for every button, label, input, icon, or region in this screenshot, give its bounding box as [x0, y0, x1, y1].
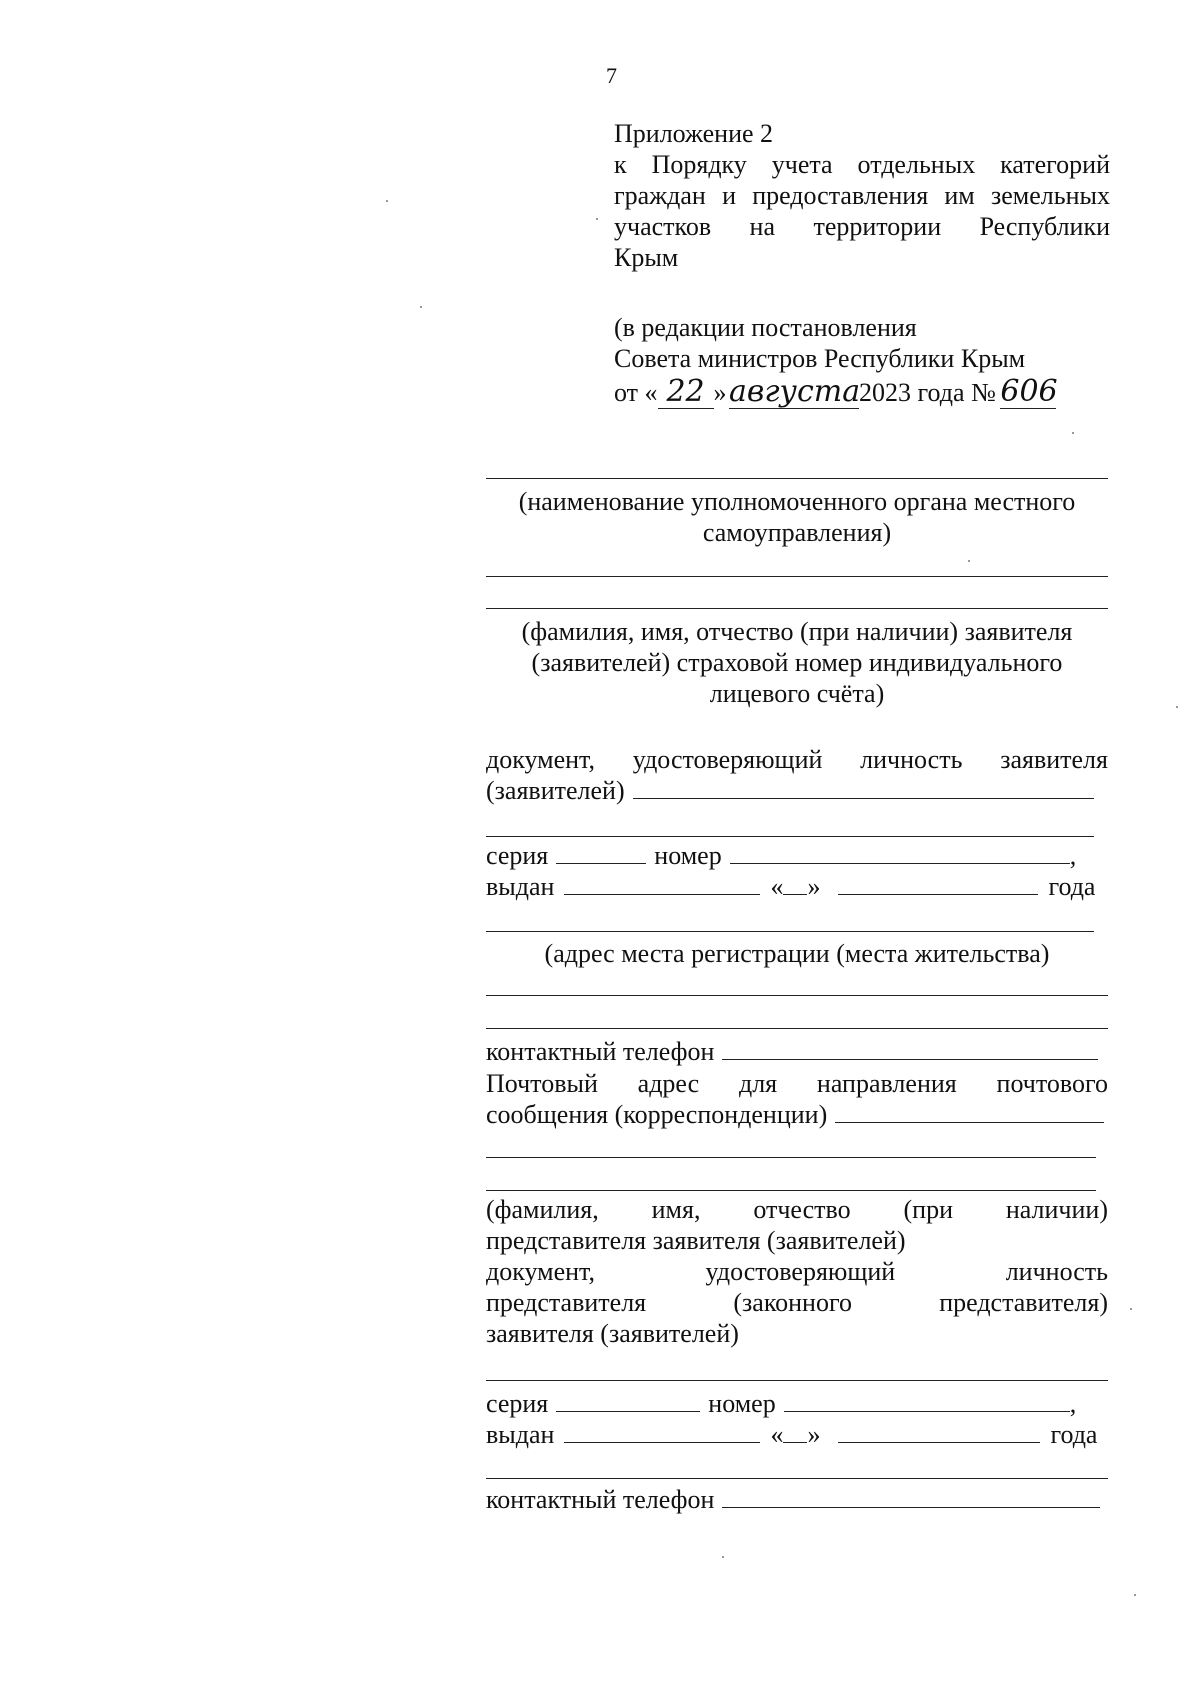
edition-block: [614, 312, 1114, 409]
issued-row: [486, 871, 1108, 902]
edition-line-1: (в редакции постановления: [614, 313, 917, 342]
address-line-2[interactable]: [486, 995, 1108, 996]
series-label: серия: [486, 841, 549, 870]
rep-series-field[interactable]: [556, 1389, 700, 1412]
scan-speck: [1130, 1308, 1132, 1310]
id-doc-prefix: (заявителей): [486, 776, 625, 805]
issued-by-field[interactable]: [564, 872, 760, 895]
handwritten-number: 606: [1000, 374, 1058, 409]
rep-line-2: представителя заявителя (заявителей): [486, 1226, 906, 1255]
applicant-caption-2: (заявителей) страховой номер индивидуального: [531, 648, 1063, 677]
rep-issued-by-field[interactable]: [564, 1420, 760, 1443]
issued-date-field[interactable]: [838, 872, 1038, 895]
date-close: »: [807, 872, 821, 901]
rep-date-close: »: [807, 1420, 821, 1449]
series-number-row: [486, 840, 1108, 871]
representative-name-line[interactable]: [486, 1190, 1096, 1191]
number-field[interactable]: [730, 841, 1070, 864]
appendix-title: Приложение 2: [614, 119, 774, 148]
address-line[interactable]: [486, 931, 1094, 932]
rep-issued-day-field[interactable]: [783, 1420, 807, 1443]
series-field[interactable]: [556, 841, 646, 864]
id-doc-field[interactable]: [633, 776, 1094, 799]
postal-line-2: [486, 1099, 1104, 1130]
rep-issued-label: выдан: [486, 1420, 555, 1449]
id-doc-line-3[interactable]: [486, 836, 1094, 837]
edition-date-line: [614, 376, 1114, 409]
authority-line-2[interactable]: [486, 576, 1108, 577]
rep-doc-line[interactable]: [486, 1380, 1108, 1381]
rep-series-label: серия: [486, 1389, 549, 1418]
phone-label: контактный телефон: [486, 1037, 715, 1066]
appendix-line-4: Крым: [614, 243, 679, 272]
postal-prefix: сообщения (корреспонденции): [486, 1100, 828, 1129]
number-comma: ,: [1069, 841, 1077, 870]
authority-line[interactable]: [486, 478, 1108, 479]
page-number: 7: [606, 63, 617, 88]
appendix-line-1: к Порядку учета отдельных категорий: [614, 150, 1110, 179]
date-open: «: [770, 872, 784, 901]
edition-quote-close: »: [713, 378, 727, 407]
authority-caption-2: самоуправления): [702, 518, 892, 547]
rep-phone-label: контактный телефон: [486, 1485, 715, 1514]
phone-field[interactable]: [722, 1037, 1098, 1060]
appendix-line-3: участков на территории Республики: [614, 212, 1110, 241]
address-caption: (адрес места регистрации (места жительства): [544, 939, 1050, 968]
scan-speck: [386, 200, 388, 202]
scan-speck: [1134, 1594, 1136, 1596]
applicant-caption-3: лицевого счёта): [709, 679, 885, 708]
postal-field[interactable]: [835, 1100, 1104, 1123]
id-doc-line-2: [486, 775, 1094, 806]
rep-phone-field[interactable]: [722, 1485, 1100, 1508]
rep-year-label: года: [1050, 1420, 1098, 1449]
postal-line-3[interactable]: [486, 1157, 1096, 1158]
rep-issued-row: [486, 1419, 1108, 1450]
rep-phone-row: [486, 1484, 1100, 1515]
rep-series-number-row: [486, 1388, 1108, 1419]
rep-date-open: «: [770, 1420, 784, 1449]
rep-doc-2: представителя (законного представителя): [486, 1288, 1108, 1317]
rep-doc-3: заявителя (заявителей): [486, 1319, 739, 1348]
issued-label: выдан: [486, 872, 555, 901]
postal-line-1: Почтовый адрес для направления почтового: [486, 1069, 1108, 1098]
edition-from-prefix: от «: [614, 378, 658, 407]
scan-speck: [722, 1556, 724, 1558]
scan-speck: [420, 306, 422, 308]
applicant-name-line[interactable]: [486, 608, 1108, 609]
rep-number-field[interactable]: [784, 1389, 1070, 1412]
address-line-3[interactable]: [486, 1028, 1108, 1029]
appendix-line-2: граждан и предоставления им земельных: [614, 181, 1110, 210]
authority-caption-1: (наименование уполномоченного органа местного: [518, 487, 1076, 516]
rep-line-1: (фамилия, имя, отчество (при наличии): [486, 1195, 1108, 1224]
handwritten-day: 22: [666, 374, 705, 409]
edition-year-text: 2023 года №: [859, 378, 996, 407]
scan-speck: [1176, 706, 1178, 708]
appendix-header: [614, 118, 1110, 273]
scan-speck: [1072, 432, 1074, 434]
number-label: номер: [654, 841, 722, 870]
scan-speck: [596, 218, 598, 220]
rep-number-comma: ,: [1069, 1389, 1077, 1418]
rep-number-label: номер: [708, 1389, 776, 1418]
handwritten-month: августа: [729, 374, 861, 409]
rep-issued-date-field[interactable]: [838, 1420, 1040, 1443]
scan-speck: [968, 560, 970, 562]
id-doc-line-1: документ, удостоверяющий личность заявителя: [486, 745, 1108, 774]
edition-line-2: Совета министров Республики Крым: [614, 344, 1026, 373]
year-label: года: [1048, 872, 1096, 901]
rep-doc-1: документ, удостоверяющий личность: [486, 1257, 1108, 1286]
rep-address-line[interactable]: [486, 1478, 1108, 1479]
phone-row: [486, 1036, 1098, 1067]
applicant-caption-1: (фамилия, имя, отчество (при наличии) заявителя: [521, 617, 1073, 646]
issued-day-field[interactable]: [783, 872, 807, 895]
